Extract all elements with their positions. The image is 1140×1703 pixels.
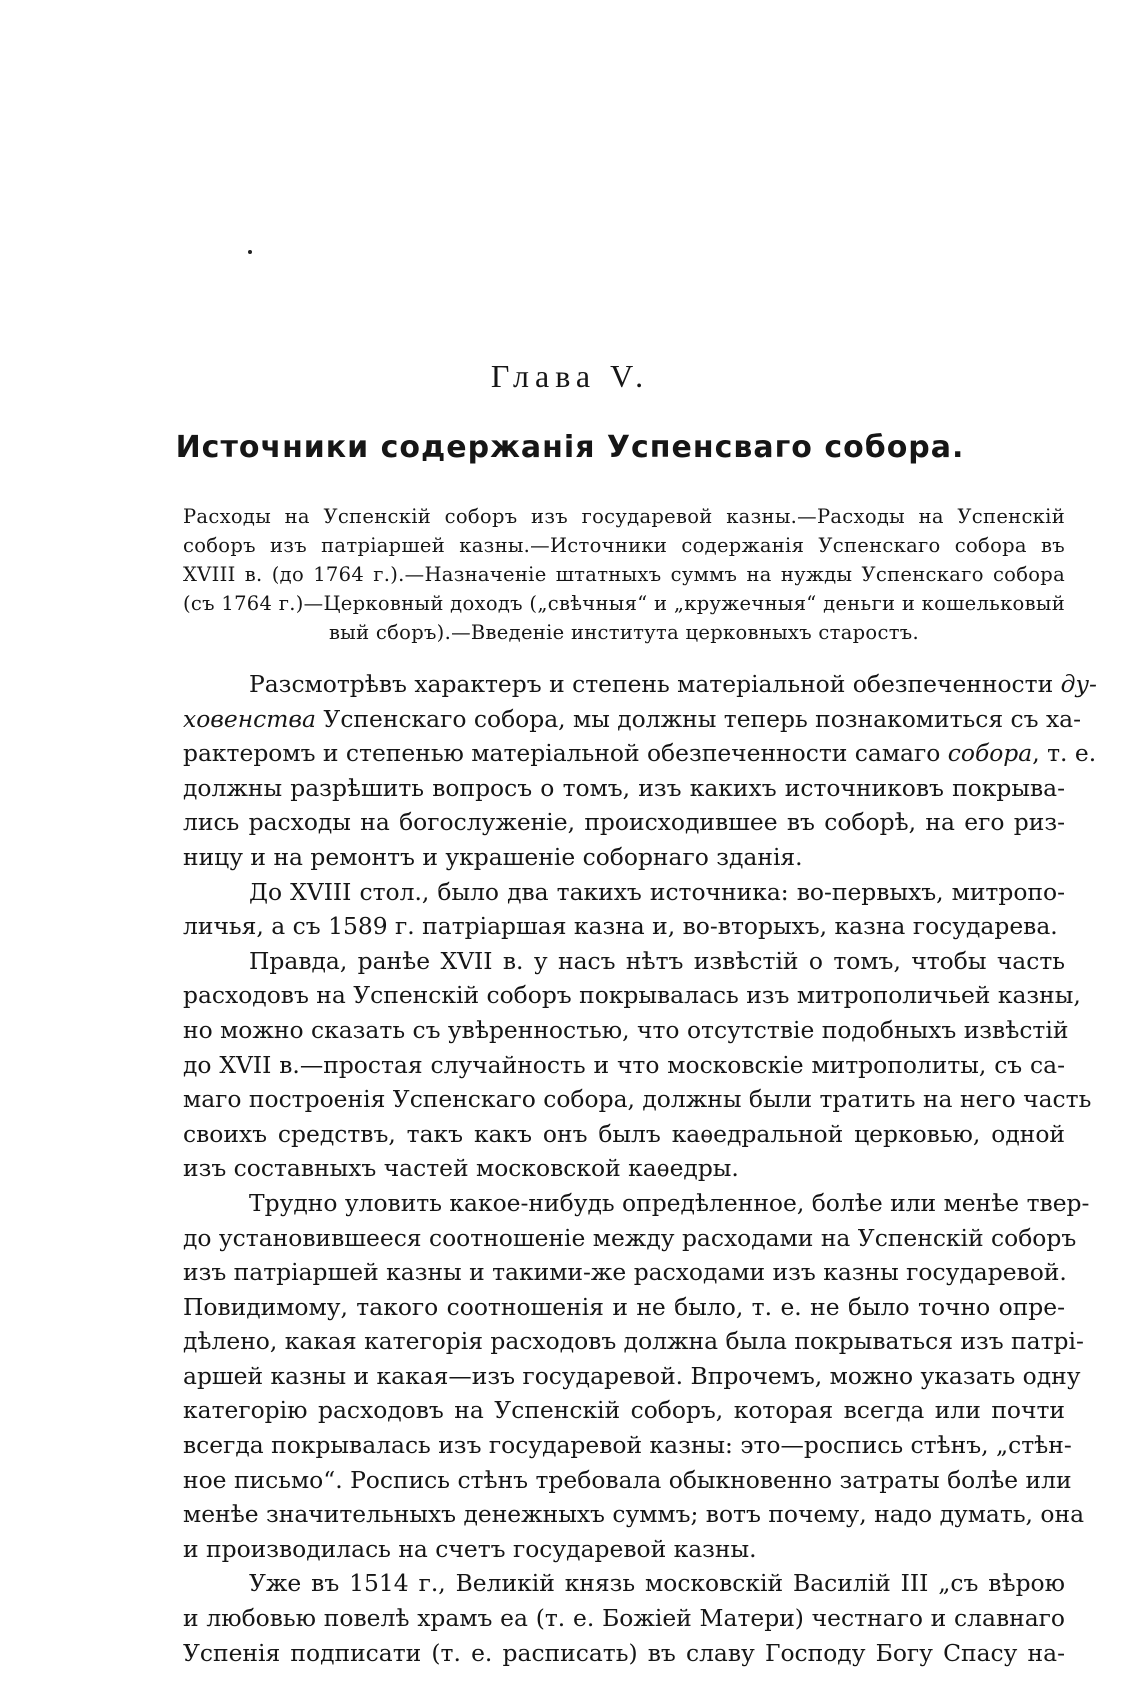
text-run: Правда, ранѣе XVII в. у насъ нѣтъ извѣстій о томъ, чтобы часть xyxy=(249,946,1065,975)
summary-line: вый сборъ).—Введеніе института церковныхъ старостъ. xyxy=(329,621,919,644)
text-run: , т. е. xyxy=(1032,739,1097,768)
body-line xyxy=(183,1082,1092,1117)
body-line xyxy=(183,1186,1090,1221)
text-run: рактеромъ и степенью матеріальной обезпеченности самаго xyxy=(183,739,948,768)
body-line xyxy=(183,805,1065,840)
text-run: дѣлено, какая категорія расходовъ должна была покрываться изъ патрі- xyxy=(183,1327,1084,1356)
body-line xyxy=(183,944,1065,979)
ink-speck xyxy=(248,250,252,254)
text-run: своихъ средствъ, такъ какъ онъ былъ каѳедральной церковью, одной xyxy=(183,1119,1065,1148)
text-run: ное письмо“. Роспись стѣнъ требовала обыкновенно затраты болѣе или xyxy=(183,1465,1072,1494)
body-line xyxy=(183,1290,1065,1325)
body-line xyxy=(183,771,1065,806)
body-line xyxy=(183,1221,1077,1256)
chapter-title: Источники содержанія Успенсваго собора. xyxy=(175,430,965,465)
body-line xyxy=(183,1048,1065,1083)
text-run: Успенія подписати (т. е. расписать) въ славу Господу Богу Спасу на- xyxy=(183,1638,1065,1667)
body-line xyxy=(183,1359,1081,1394)
body-line xyxy=(183,1601,1065,1636)
text-run: ницу и на ремонтъ и украшеніе соборнаго зданія. xyxy=(183,842,803,871)
italic-text: собора xyxy=(947,739,1033,768)
body-line xyxy=(183,1393,1065,1428)
summary-line: соборъ изъ патріаршей казны.—Источники содержанія Успенскаго собора въ xyxy=(183,534,1065,557)
summary-line: XVIII в. (до 1764 г.).—Назначеніе штатныхъ суммъ на нужды Успенскаго собора xyxy=(183,563,1065,586)
body-line xyxy=(183,1566,1065,1601)
text-run: лись расходы на богослуженіе, происходившее въ соборѣ, на его риз- xyxy=(183,808,1065,837)
body-line xyxy=(183,875,1065,910)
text-run: и любовью повелѣ храмъ еа (т. е. Божіей Матери) честнаго и славнаго xyxy=(183,1604,1065,1633)
body-line xyxy=(183,840,1065,875)
chapter-heading: Глава V. xyxy=(490,358,650,394)
text-run: всегда покрывалась изъ государевой казны: это—роспись стѣнъ, „стѣн- xyxy=(183,1431,1072,1460)
text-run: изъ патріаршей казны и такими-же расходами изъ казны государевой. xyxy=(183,1258,1067,1287)
body-line xyxy=(183,1428,1072,1463)
text-run: должны разрѣшить вопросъ о томъ, изъ какихъ источниковъ покрыва- xyxy=(183,773,1065,802)
text-run: Успенскаго собора, мы должны теперь познакомиться съ ха- xyxy=(315,704,1081,733)
text-run: Уже въ 1514 г., Великій князь московскій Василій III „съ вѣрою xyxy=(249,1569,1065,1598)
body-line xyxy=(183,909,1065,944)
body-line xyxy=(183,1497,1085,1532)
body-line xyxy=(183,978,1081,1013)
body-line xyxy=(183,736,1097,771)
italic-text: ду- xyxy=(1060,670,1097,698)
text-run: Повидимому, такого соотношенія и не было, т. е. не было точно опре- xyxy=(183,1292,1065,1321)
text-run: Разсмотрѣвъ характеръ и степень матеріальной обезпеченности xyxy=(249,670,1061,698)
body-line xyxy=(183,1636,1065,1671)
body-line xyxy=(183,702,1081,737)
text-run: и производилась на счетъ государевой казны. xyxy=(183,1534,757,1563)
body-line xyxy=(183,1463,1072,1498)
text-run: До XVIII стол., было два такихъ источника: во-первыхъ, митропо- xyxy=(249,877,1065,906)
text-run: личья, а съ 1589 г. патріаршая казна и, во-вторыхъ, казна государева. xyxy=(183,912,1058,941)
body-line xyxy=(183,1532,1065,1567)
summary-line: (съ 1764 г.)—Церковный доходъ („свѣчныя“ и „кружечныя“ деньги и кошельковый xyxy=(183,592,1065,615)
body-line xyxy=(183,667,1097,702)
body-line xyxy=(183,1255,1065,1290)
text-run: до установившееся соотношеніе между расходами на Успенскій соборъ xyxy=(183,1223,1077,1252)
summary-line: Расходы на Успенскій соборъ изъ государевой казны.—Расходы на Успенскій xyxy=(183,505,1065,528)
body-text xyxy=(183,667,1097,1670)
text-run: аршей казны и какая—изъ государевой. Впрочемъ, можно указать одну xyxy=(183,1361,1081,1390)
text-run: расходовъ на Успенскій соборъ покрывалась изъ митрополичьей казны, xyxy=(183,981,1081,1010)
text-run: изъ составныхъ частей московской каѳедры. xyxy=(183,1154,739,1183)
text-run: менѣе значительныхъ денежныхъ суммъ; вотъ почему, надо думать, она xyxy=(183,1500,1085,1529)
body-line xyxy=(183,1117,1065,1152)
italic-text: ховенства xyxy=(183,704,316,733)
text-run: маго построенія Успенскаго собора, должны были тратить на него часть xyxy=(183,1085,1092,1114)
body-line xyxy=(183,1013,1069,1048)
body-line xyxy=(183,1151,1065,1186)
body-line xyxy=(183,1324,1084,1359)
text-run: Трудно уловить какое-нибудь опредѣленное, болѣе или менѣе твер- xyxy=(249,1188,1090,1217)
chapter-summary xyxy=(183,502,1065,647)
text-run: до XVII в.—простая случайность и что московскіе митрополиты, съ са- xyxy=(183,1050,1065,1079)
text-run: но можно сказать съ увѣренностью, что отсутствіе подобныхъ извѣстій xyxy=(183,1015,1069,1044)
text-run: категорію расходовъ на Успенскій соборъ, которая всегда или почти xyxy=(183,1396,1065,1425)
